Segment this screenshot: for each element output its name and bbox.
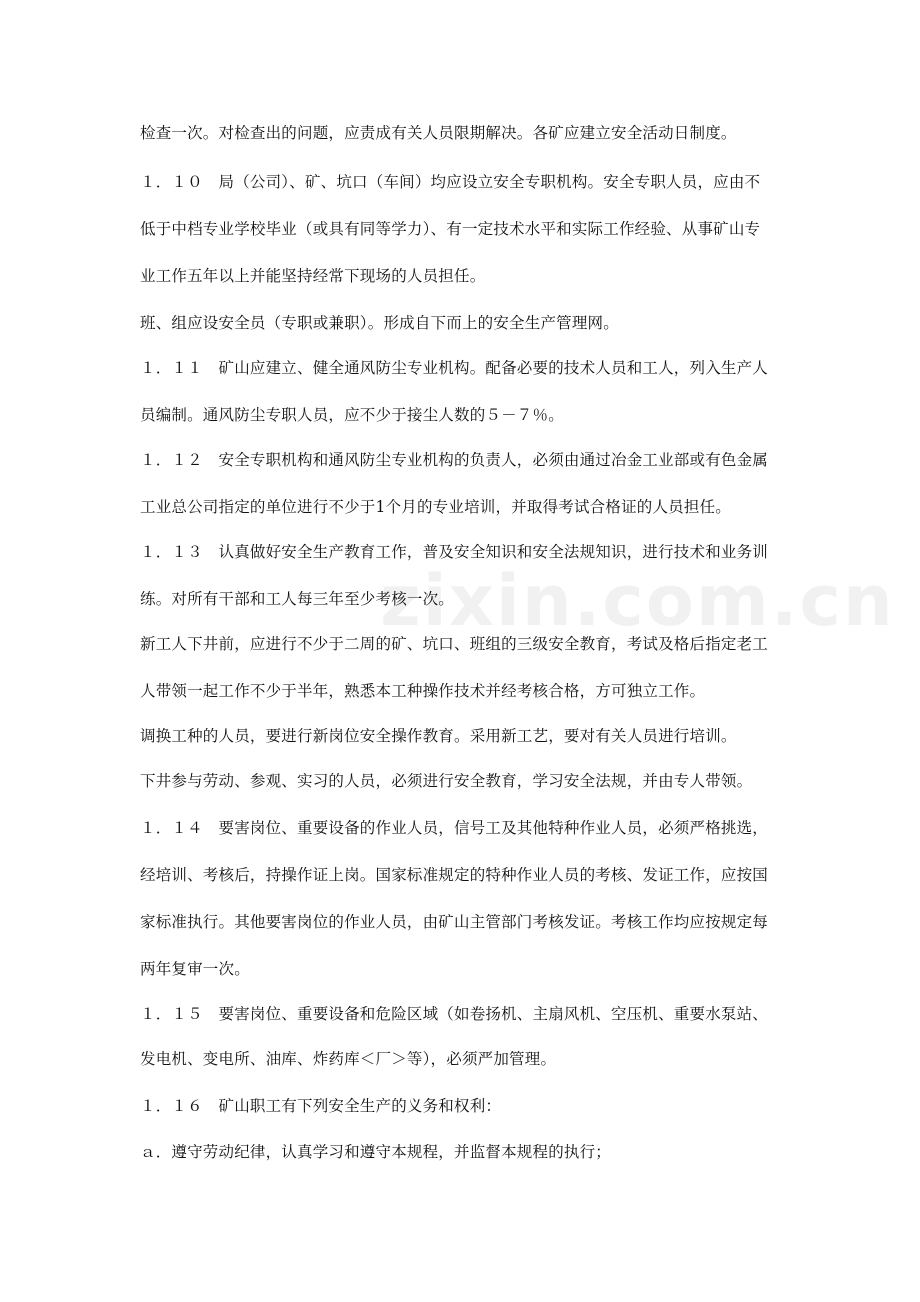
text-line: 检查一次。对检查出的问题，应责成有关人员限期解决。各矿应建立安全活动日制度。 [140,124,737,142]
text-line: 发电机、变电所、油库、炸药库＜厂＞等），必须严加管理。 [140,1050,557,1068]
text-line: 工业总公司指定的单位进行不少于1个月的专业培训，并取得考试合格证的人员担任。 [140,498,731,516]
text-line: 调换工种的人员，要进行新岗位安全操作教育。采用新工艺，要对有关人员进行培训。 [140,727,737,745]
text-line: ａ．遵守劳动纪律，认真学习和遵守本规程，并监督本规程的执行； [140,1143,612,1161]
text-line: １．１３ 认真做好安全生产教育工作，普及安全知识和安全法规知识，进行技术和业务训 [140,543,769,561]
text-line: １．１４ 要害岗位、重要设备的作业人员，信号工及其他特种作业人员，必须严格挑选， [140,819,769,837]
text-line: １．１０ 局（公司）、矿、坑口（车间）均应设立安全专职机构。安全专职人员，应由不 [140,173,761,191]
text-line: 两年复审一次。 [140,960,250,978]
text-line: 下井参与劳动、参观、实习的人员，必须进行安全教育，学习安全法规，并由专人带领。 [140,772,753,790]
text-line: 人带领一起工作不少于半年，熟悉本工种操作技术并经考核合格，方可独立工作。 [140,682,706,700]
text-line: 练。对所有干部和工人每三年至少考核一次。 [140,590,455,608]
text-line: 家标准执行。其他要害岗位的作业人员，由矿山主管部门考核发证。考核工作均应按规定每 [140,913,769,931]
text-line: １．１６ 矿山职工有下列安全生产的义务和权利： [140,1097,502,1115]
text-line: １．１１ 矿山应建立、健全通风防尘专业机构。配备必要的技术人员和工人，列入生产人 [140,359,769,377]
text-line: 经培训、考核后，持操作证上岗。国家标准规定的特种作业人员的考核、发证工作，应按国 [140,866,769,884]
text-line: １．１２ 安全专职机构和通风防尘专业机构的负责人，必须由通过冶金工业部或有色金属 [140,451,769,469]
text-line: 新工人下井前，应进行不少于二周的矿、坑口、班组的三级安全教育，考试及格后指定老工 [140,635,769,653]
text-line: 低于中档专业学校毕业（或具有同等学力）、有一定技术水平和实际工作经验、从事矿山专 [140,220,761,238]
watermark-logo: zixin.com.cn [380,560,895,642]
text-line: 业工作五年以上并能坚持经常下现场的人员担任。 [140,267,486,285]
text-line: 班、组应设安全员（专职或兼职）。形成自下而上的安全生产管理网。 [140,314,619,332]
text-line: 员编制。通风防尘专职人员，应不少于接尘人数的５－７％。 [140,406,564,424]
text-line: １．１５ 要害岗位、重要设备和危险区域（如卷扬机、主扇风机、空压机、重要水泵站、 [140,1005,769,1023]
